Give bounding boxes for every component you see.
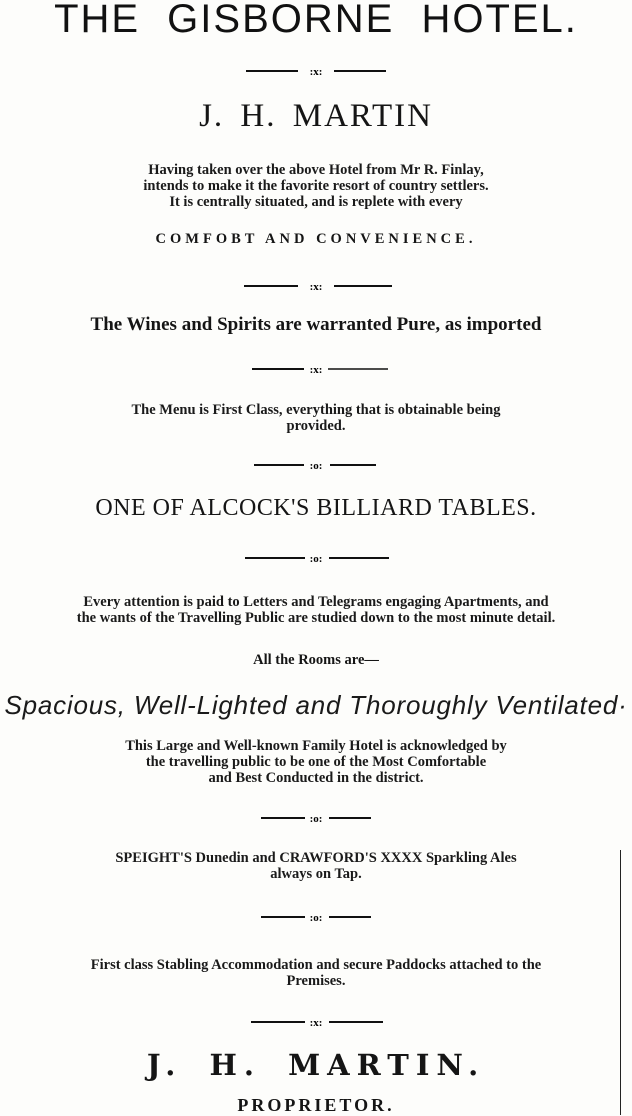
divider-mark: :o: <box>309 553 323 565</box>
divider-mark: :o: <box>309 912 323 924</box>
divider-mark: :o: <box>309 460 323 472</box>
intro-paragraph <box>0 162 632 210</box>
rooms-intro: All the Rooms are— <box>253 652 379 668</box>
attention-line: Every attention is paid to Letters and Telegrams engaging Apartments, and <box>83 594 549 610</box>
divider-mark: :x: <box>309 66 323 78</box>
column-rule <box>620 850 621 1115</box>
family-line: the travelling public to be one of the Most Comfortable <box>145 754 487 770</box>
stabling-paragraph <box>0 957 632 989</box>
rooms-feature-line: Spacious, Well-Lighted and Thoroughly Ventilated· <box>4 690 628 720</box>
divider-ornament <box>0 64 632 78</box>
menu-line: The Menu is First Class, everything that is obtainable being <box>131 402 501 418</box>
comfort-line: COMFOBT AND CONVENIENCE. <box>155 231 477 247</box>
divider-ornament <box>0 811 632 825</box>
signature-name: J. H. MARTIN. <box>146 1048 486 1082</box>
proprietor-heading: J. H. MARTIN <box>199 98 433 134</box>
ales-line: always on Tap. <box>270 866 362 882</box>
divider-mark: :o: <box>309 813 323 825</box>
menu-line: provided. <box>286 418 346 434</box>
family-line: This Large and Well-known Family Hotel is acknowledged by <box>125 738 507 754</box>
stabling-line: First class Stabling Accommodation and secure Paddocks attached to the <box>90 957 542 973</box>
divider-mark: :x: <box>309 281 323 293</box>
divider-mark: :x: <box>309 1017 323 1029</box>
divider-ornament <box>0 279 632 293</box>
intro-line: Having taken over the above Hotel from Mr R. Finlay, <box>148 162 484 178</box>
divider-ornament <box>0 1015 632 1029</box>
divider-mark: :x: <box>309 364 323 376</box>
divider-ornament <box>0 362 632 376</box>
family-paragraph <box>0 738 632 786</box>
divider-ornament <box>0 551 632 565</box>
billiard-heading: ONE OF ALCOCK'S BILLIARD TABLES. <box>95 495 537 521</box>
attention-paragraph <box>0 594 632 626</box>
ales-line: SPEIGHT'S Dunedin and CRAWFORD'S XXXX Sparkling Ales <box>115 850 517 866</box>
stabling-line: Premises. <box>286 973 346 989</box>
wines-line: The Wines and Spirits are warranted Pure, as imported <box>90 314 542 335</box>
divider-ornament <box>0 910 632 924</box>
family-line: and Best Conducted in the district. <box>208 770 424 786</box>
intro-line: intends to make it the favorite resort of country settlers. <box>143 178 489 194</box>
menu-paragraph <box>0 402 632 434</box>
hotel-title: THE GISBORNE HOTEL. <box>54 0 578 41</box>
signature-title: PROPRIETOR. <box>237 1095 395 1115</box>
ales-paragraph <box>0 850 632 882</box>
divider-ornament <box>0 458 632 472</box>
attention-line: the wants of the Travelling Public are studied down to the most minute detail. <box>76 610 556 626</box>
intro-line: It is centrally situated, and is replete with every <box>169 194 463 210</box>
